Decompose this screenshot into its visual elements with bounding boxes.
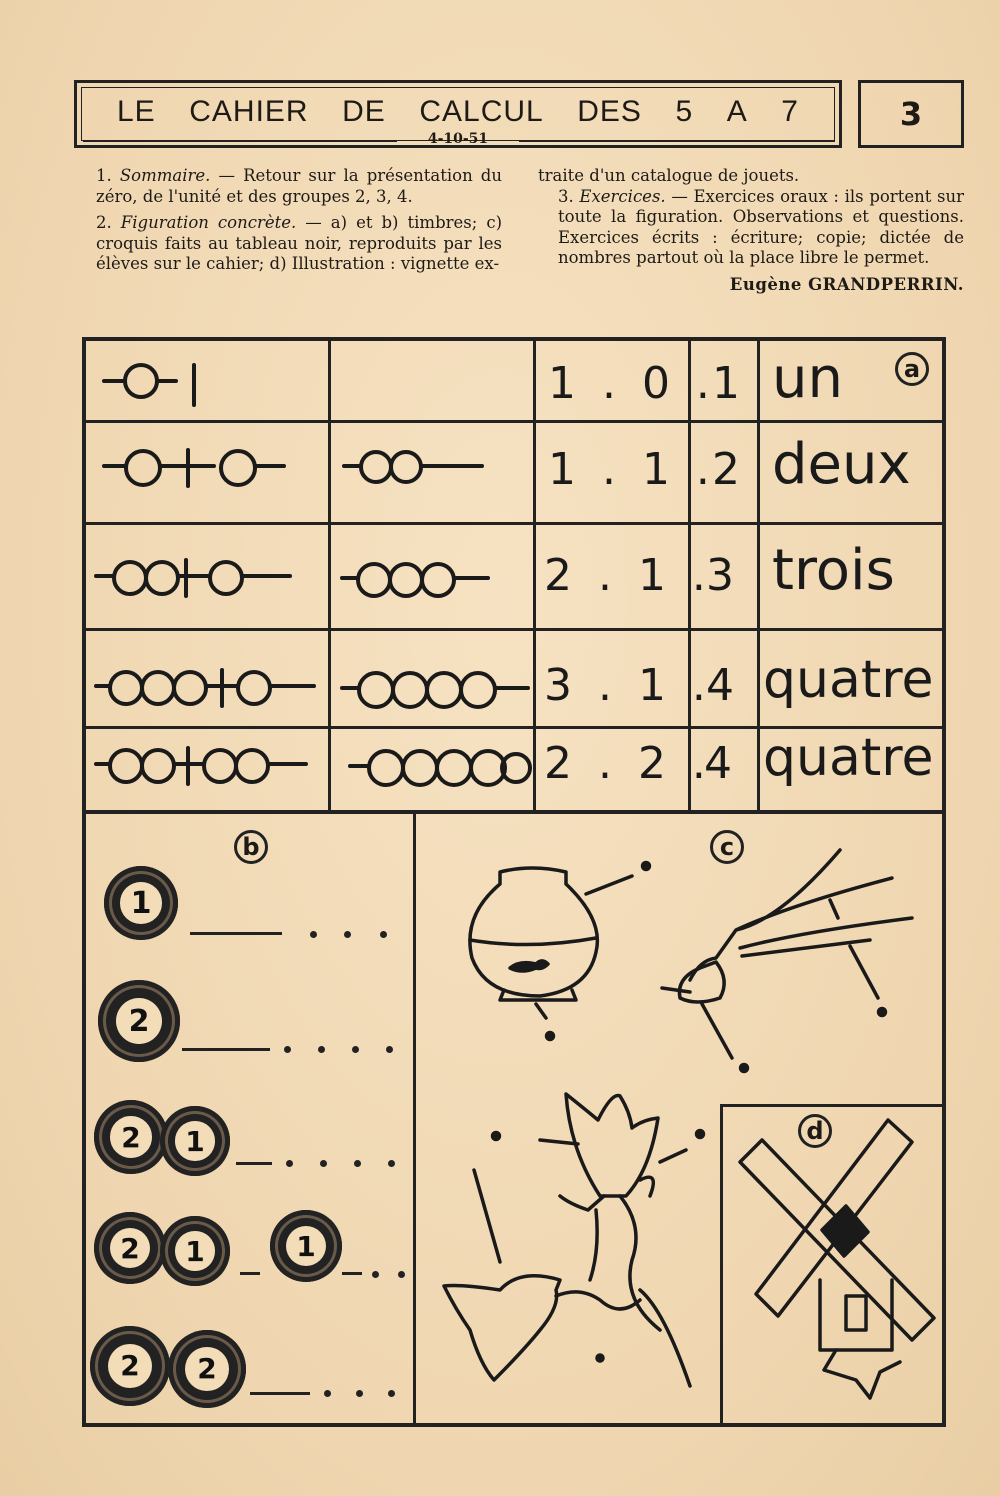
page-number: 3 xyxy=(858,80,964,148)
number-word-cell: un xyxy=(772,346,843,411)
stamp-coin: 2 xyxy=(168,1330,246,1408)
paragraph-body: — a) et b) timbres; c) croquis faits au tableau noir, reproduits par les élèves sur le cahier; d) Illustration : vignette ex- xyxy=(96,213,503,273)
paragraph-number: 2. xyxy=(96,213,112,232)
paragraph-label: Figuration concrète. xyxy=(120,213,297,232)
paragraph-body: — Retour sur la présentation du zéro, de l'unité et des groupes 2, 3, 4. xyxy=(96,166,502,206)
decomposition-cell: 2 . 1 . xyxy=(544,550,712,601)
stamp-coin: 1 xyxy=(270,1210,342,1282)
title-word: 5 xyxy=(675,95,694,128)
total-cell: 4 xyxy=(704,738,738,789)
number-word-cell: quatre xyxy=(763,728,934,788)
section-b-label: b xyxy=(234,830,268,864)
title-word: A xyxy=(726,95,748,128)
number-word-cell: quatre xyxy=(763,650,934,710)
total-cell: 3 xyxy=(706,550,740,601)
windmill-sketch xyxy=(740,1120,934,1398)
author-signature: Eugène GRANDPERRIN. xyxy=(729,274,964,294)
title-word: 7 xyxy=(781,95,799,128)
total-cell: 1 xyxy=(712,358,746,409)
decomposition-cell: 2 . 2 . xyxy=(544,738,712,789)
section-a-label: a xyxy=(895,352,929,386)
paragraph-number: 3. xyxy=(558,186,574,206)
stamp-coin: 2 xyxy=(94,1100,168,1174)
paragraph-number: 1. xyxy=(96,166,112,185)
paragraph-label: Sommaire. xyxy=(119,166,211,185)
vegetable-sketch xyxy=(662,850,912,1058)
decomposition-cell: 1 . 1 . xyxy=(548,444,716,495)
title-word: LE xyxy=(117,95,156,128)
total-cell: 4 xyxy=(706,660,740,711)
number-word-cell: deux xyxy=(772,432,911,497)
issue-date: 4-10-51 xyxy=(427,131,489,147)
flower-sketch xyxy=(444,1094,690,1386)
number-word-cell: trois xyxy=(772,538,895,603)
title-word: CALCUL xyxy=(419,95,544,128)
decomposition-cell: 3 . 1 . xyxy=(544,660,712,711)
paragraph-label: Exercices. xyxy=(579,186,666,206)
total-cell: 2 xyxy=(712,444,746,495)
stamp-coin: 1 xyxy=(160,1216,230,1286)
title-word: DE xyxy=(342,95,386,128)
stamp-coin: 1 xyxy=(104,866,178,940)
fishbowl-sketch xyxy=(470,868,632,1018)
stamp-coin: 1 xyxy=(160,1106,230,1176)
decomposition-cell: 1 . 0 . xyxy=(548,358,716,409)
stamp-coin: 2 xyxy=(98,980,180,1062)
title-word: DES xyxy=(577,95,642,128)
stamp-coin: 2 xyxy=(90,1326,170,1406)
section-d-label: d xyxy=(798,1114,832,1148)
paragraph-body: — Exercices oraux : ils portent sur toute la figuration. Observations et questions. Exercices écrits : écriture; copie; dictée de nombres partout où la place libre le permet. xyxy=(558,186,964,267)
section-c-label: c xyxy=(710,830,744,864)
paragraph-continuation: traite d'un catalogue de jouets. xyxy=(538,166,800,185)
stamp-coin: 2 xyxy=(94,1212,166,1284)
title-word: CAHIER xyxy=(189,95,309,128)
